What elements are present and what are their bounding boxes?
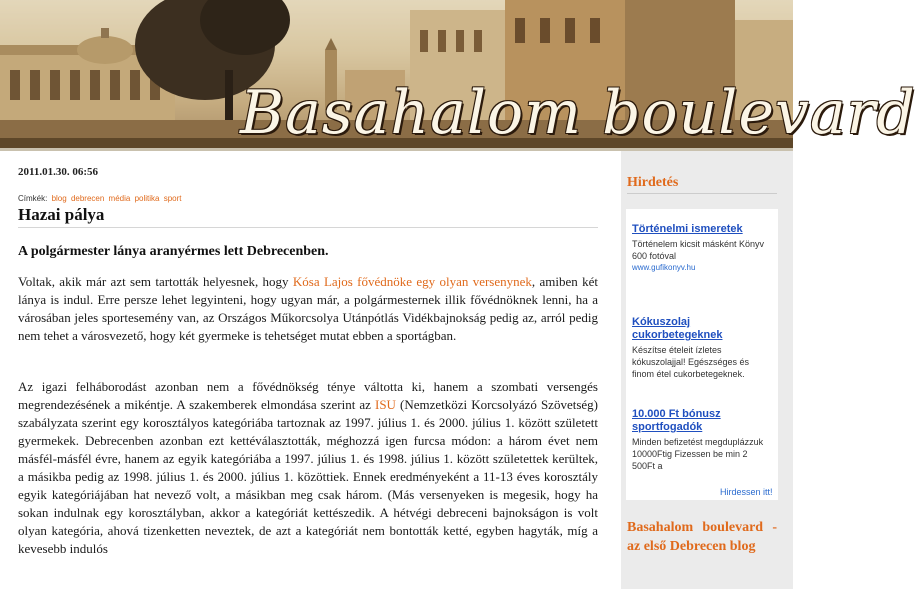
ad-item[interactable] (632, 223, 772, 272)
label-link[interactable]: média (108, 194, 131, 203)
ad-url[interactable]: www.gufikonyv.hu (632, 263, 696, 272)
label-link[interactable]: sport (163, 194, 182, 203)
fovednok-link[interactable]: Kósa Lajos fővédnöke egy olyan versenynek (292, 274, 532, 289)
ads-heading: Hirdetés (627, 175, 679, 190)
blog-banner[interactable] (0, 0, 916, 148)
label-link[interactable]: politika (134, 194, 160, 203)
ad-description: Minden befizetést megduplázzuk 10000Ftig Fizessen be min 2 500Ft a (632, 437, 764, 471)
post-lead: A polgármester lánya aranyérmes lett Debrecenben. (18, 244, 329, 259)
ad-title[interactable]: Történelmi ismeretek (632, 223, 743, 235)
ad-title[interactable]: 10.000 Ft bónusz sportfogadók (632, 408, 721, 433)
isu-link[interactable]: ISU (374, 397, 396, 412)
ad-description: Történelem kicsit másként Könyv 600 fotóval (632, 239, 765, 261)
post-date: 2011.01.30. 06:56 (18, 166, 99, 178)
post-paragraph: Az igazi felháborodást azonban nem a fővédnökség ténye váltotta ki, hanem a szombati versengés megrendezésének a mikéntje. A szakemberek elmondása szerint az ISU (Nemzetközi Korcsolyázó Szövetség) szabályzata szerint egy korosztályos kategóriába tartoznak az 1997. július 1. és 2000. július 1. között született gyermekek. Debrecenben azonban ezt kettéválasztották, méghozzá igen furcsa módon: a három évet nem másfél-másfél évre, hanem az egyik kategóriába a 1997. július 1. és 1998. július 1. között születettek kerültek, a másikba pedig az 1998. július 1. és 2000. július 1. közöttiek. Ennek eredményeként a 11-13 éves korosztály egyik kategóriájában hat nevező volt, a másikban meg csak három. (Más versenyeken is megesik, hogy ha sokan indulnak egy korosztályban, akkor a kategóriát kettészedik. A hétvégi debreceni bajnokságon is volt olyan kategória, ahová tizenketten neveztek, de azt a kategóriát nem bontották ketté, egyben hagyták, míg a kevesebb indulós (18, 379, 598, 556)
ad-description: Készítse ételeit ízletes kókuszolajjal! Egészséges és finom étel cukorbetegeknek. (632, 345, 750, 379)
title-divider (18, 227, 598, 228)
labels-prefix: Címkék: (18, 194, 48, 203)
post-paragraph: Voltak, akik már azt sem tartották helyesnek, hogy Kósa Lajos fővédnöke egy olyan versenynek, amiben két lánya is indul. Erre persze lehet legyinteni, hogy ugyan már, a polgármesternek illik fővédnöknek lenni, ha a városában jeles sportesemény van, az Országos Műkorcsolya Utánpótlás Vidékbajnokság pedig az, arról pedig nem tehet a városvezető, hogy két gyermeke is tehetséget mutat ebben a sportágban. (18, 274, 598, 343)
label-link[interactable]: debrecen (70, 194, 105, 203)
advertise-link[interactable]: Hirdessen itt! (720, 487, 773, 497)
ad-title[interactable]: Kókuszolaj cukorbetegeknek (632, 316, 723, 341)
blog-promo-heading[interactable]: Basahalom boulevard - az első Debrecen blog (627, 520, 777, 554)
post-labels (18, 194, 182, 203)
post-title[interactable]: Hazai pálya (18, 205, 105, 224)
ad-item[interactable] (632, 408, 772, 472)
sidebar-divider (627, 193, 777, 194)
label-link[interactable]: blog (51, 194, 67, 203)
ad-item[interactable] (632, 316, 772, 380)
blog-title[interactable]: Basahalom boulevard (240, 78, 916, 148)
